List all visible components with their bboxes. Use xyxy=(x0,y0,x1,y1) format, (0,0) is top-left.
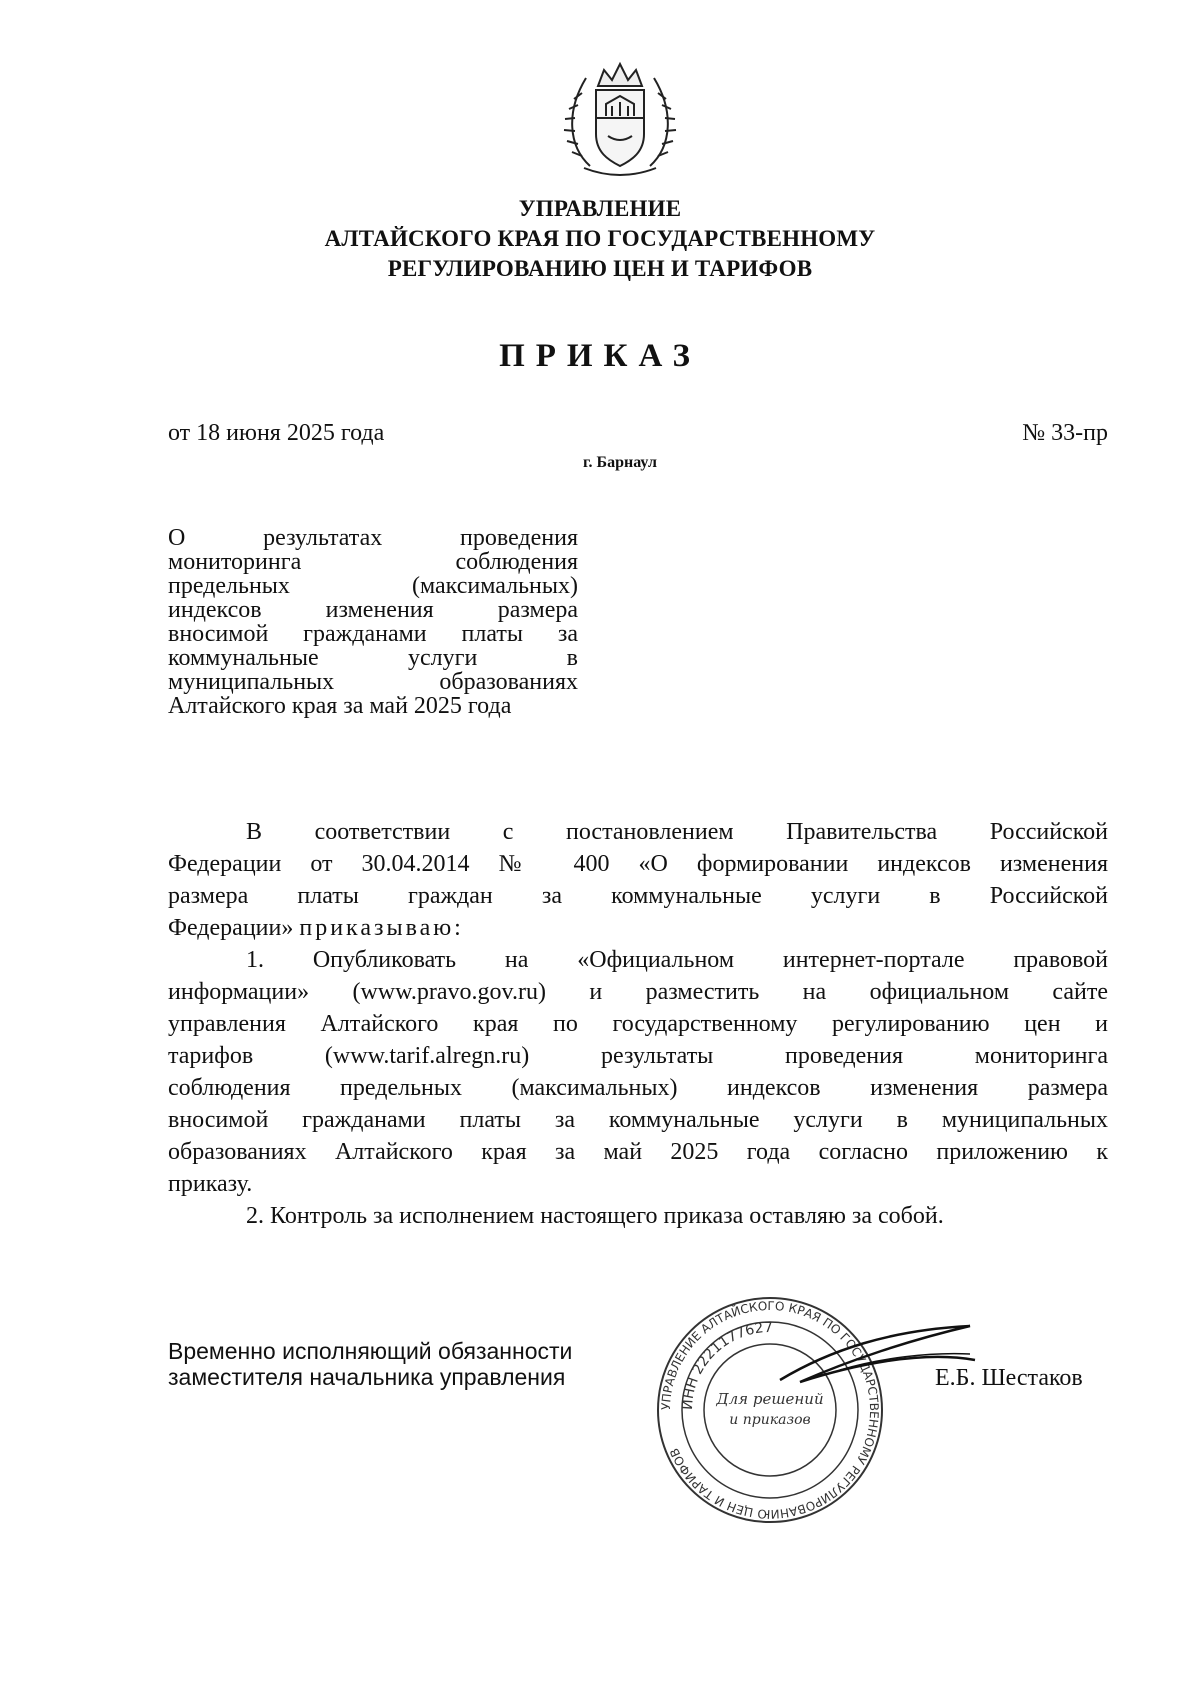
body-line: 2. Контроль за исполнением настоящего приказа оставляю за собой. xyxy=(246,1203,944,1229)
subject-line: Алтайского края за май 2025 года xyxy=(168,693,512,719)
body-line: В соответствии с постановлением Правительства Российской xyxy=(246,819,1108,845)
document-city: г. Барнаул xyxy=(583,454,657,471)
subject-line: коммунальные услуги в xyxy=(168,645,578,671)
subject-line: мониторинга соблюдения xyxy=(168,549,578,575)
stamp-center-line1: Для решений xyxy=(716,1390,824,1408)
preamble-end: Федерации» xyxy=(168,915,294,941)
organization-name-line3: РЕГУЛИРОВАНИЮ ЦЕН И ТАРИФОВ xyxy=(387,256,813,281)
body-line: соблюдения предельных (максимальных) индексов изменения размера xyxy=(168,1075,1108,1101)
body-line: размера платы граждан за коммунальные услуги в Российской xyxy=(168,883,1108,909)
order-word: приказываю: xyxy=(299,915,464,941)
body-line: информации» (www.pravo.gov.ru) и разместить на официальном сайте xyxy=(168,979,1108,1005)
body-line: вносимой гражданами платы за коммунальные услуги в муниципальных xyxy=(168,1107,1108,1133)
body-line: тарифов (www.tarif.alregn.ru) результаты проведения мониторинга xyxy=(168,1043,1108,1069)
stamp-inn-text: ИНН 2221177627 xyxy=(679,1319,774,1411)
stamp-center-line2: и приказов xyxy=(729,1412,811,1428)
stamp-outer-text: УПРАВЛЕНИЕ АЛТАЙСКОГО КРАЯ ПО ГОСУДАРСТВЕННОМУ РЕГУЛИРОВАНИЮ ЦЕН И ТАРИФОВ xyxy=(658,1298,882,1522)
organization-name-line1: УПРАВЛЕНИЕ xyxy=(518,196,682,221)
subject-line: вносимой гражданами платы за xyxy=(168,621,578,647)
subject-line: муниципальных образованиях xyxy=(168,669,578,695)
body-line xyxy=(168,914,1108,942)
body-line: Федерации от 30.04.2014 № 400 «О формировании индексов изменения xyxy=(168,851,1108,877)
subject-line: предельных (максимальных) xyxy=(168,573,578,599)
coat-of-arms-icon xyxy=(560,56,680,186)
signatory-position-line1: Временно исполняющий обязанности xyxy=(168,1338,573,1364)
document-title: ПРИКАЗ xyxy=(499,338,701,374)
document-number: № 33-пр xyxy=(1022,420,1108,446)
body-line: управления Алтайского края по государственному регулированию цен и xyxy=(168,1011,1108,1037)
body-line: приказу. xyxy=(168,1171,253,1197)
body-line: образованиях Алтайского края за май 2025 года согласно приложению к xyxy=(168,1139,1108,1165)
document-date: от 18 июня 2025 года xyxy=(168,420,385,446)
subject-line: индексов изменения размера xyxy=(168,597,578,623)
signatory-name: Е.Б. Шестаков xyxy=(935,1365,1083,1391)
organization-name-line2: АЛТАЙСКОГО КРАЯ ПО ГОСУДАРСТВЕННОМУ xyxy=(324,226,876,251)
signatory-position-line2: заместителя начальника управления xyxy=(168,1364,566,1390)
body-line: 1. Опубликовать на «Официальном интернет-портале правовой xyxy=(246,947,1108,973)
subject-line: О результатах проведения xyxy=(168,525,578,551)
